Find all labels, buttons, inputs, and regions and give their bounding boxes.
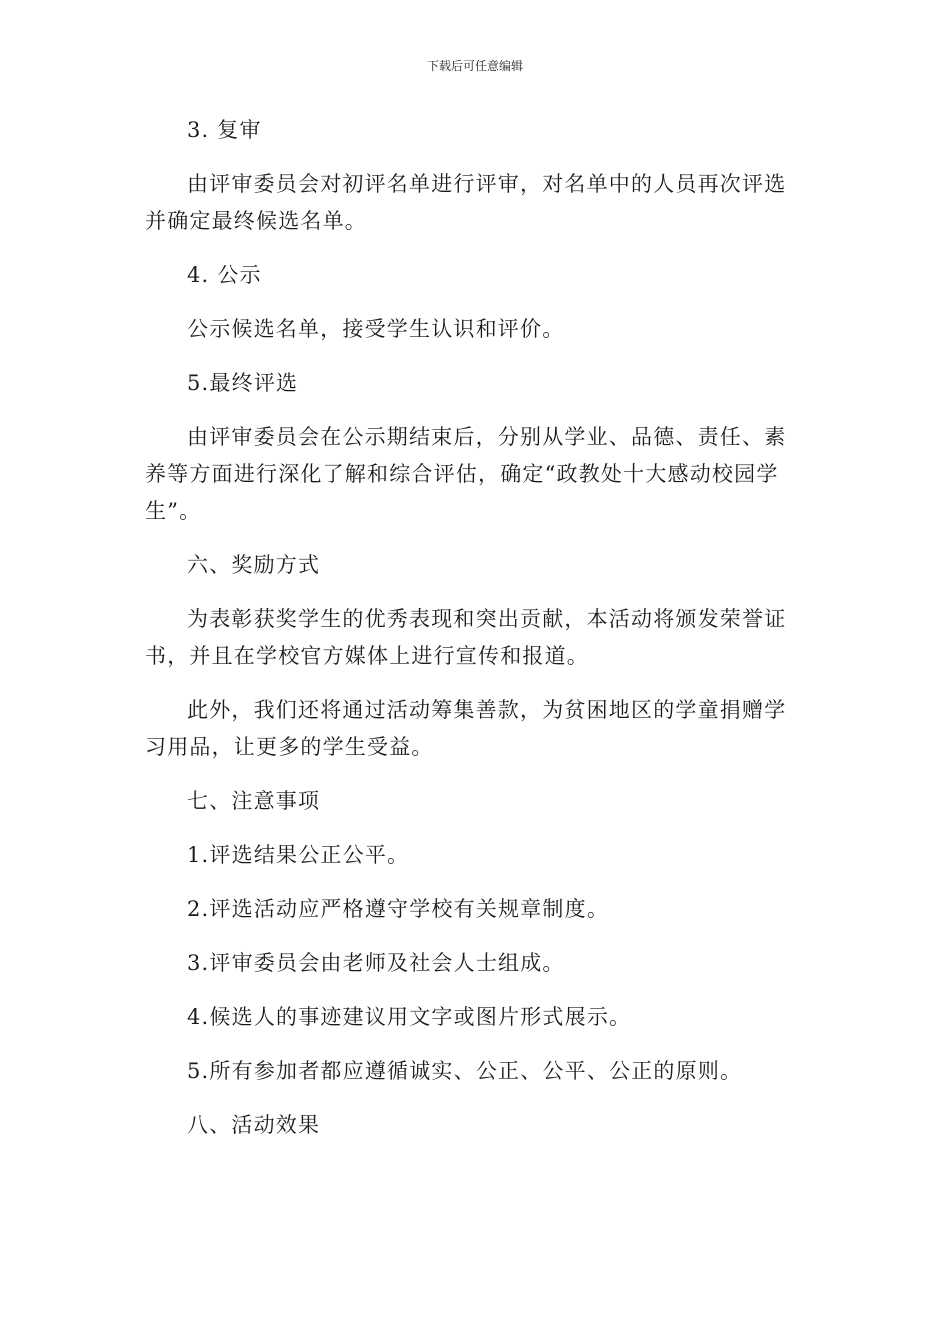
paragraph-rewards: 为表彰获奖学生的优秀表现和突出贡献，本活动将颁发荣誉证书，并且在学校官方媒体上进行宣传和报道。 (145, 607, 787, 668)
section-heading-rewards: 六、奖励方式 (187, 553, 321, 577)
note-item-4: 4.候选人的事迹建议用文字或图片形式展示。 (187, 1005, 632, 1029)
paragraph-review-desc: 由评审委员会对初评名单进行评审，对名单中的人员再次评选并确定最终候选名单。 (145, 172, 787, 233)
paragraph-final-selection-desc: 由评审委员会在公示期结束后，分别从学业、品德、责任、素养等方面进行深化了解和综合评估，确定“政教处十大感动校园学生”。 (145, 425, 787, 523)
section-heading-notes: 七、注意事项 (187, 789, 321, 813)
paragraph-publicity-desc: 公示候选名单，接受学生认识和评价。 (187, 317, 565, 341)
heading-publicity: 4. 公示 (187, 263, 262, 287)
note-item-3: 3.评审委员会由老师及社会人士组成。 (187, 951, 565, 975)
note-item-2: 2.评选活动应严格遵守学校有关规章制度。 (187, 897, 610, 921)
heading-review: 3. 复审 (187, 118, 262, 142)
section-heading-effects: 八、活动效果 (187, 1113, 321, 1137)
heading-final-selection: 5.最终评选 (187, 371, 299, 395)
page-header: 下载后可任意编辑 (426, 59, 523, 73)
note-item-5: 5.所有参加者都应遵循诚实、公正、公平、公正的原则。 (187, 1059, 743, 1083)
paragraph-donation: 此外，我们还将通过活动筹集善款，为贫困地区的学童捐赠学习用品，让更多的学生受益。 (145, 698, 787, 759)
document-body (145, 112, 800, 1144)
note-item-1: 1.评选结果公正公平。 (187, 843, 410, 867)
